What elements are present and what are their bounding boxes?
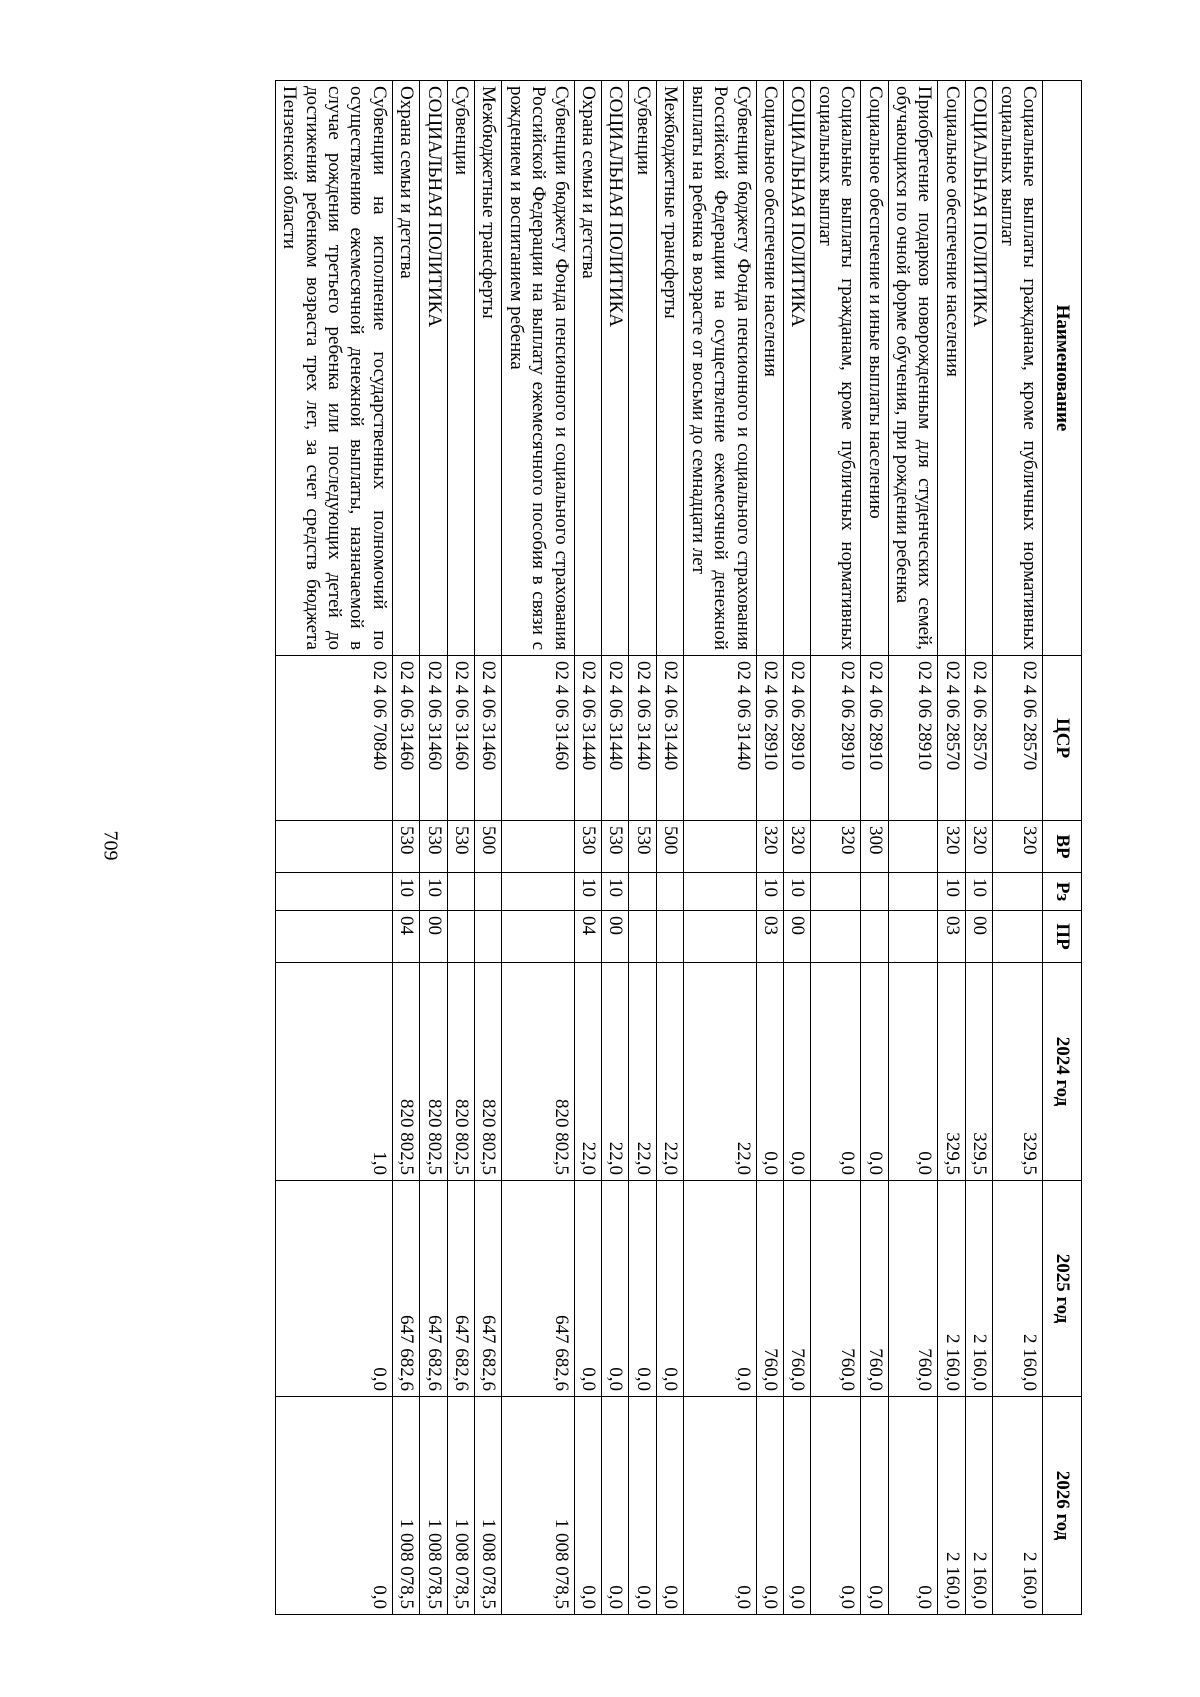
name-cell: Охрана семьи и детства	[392, 81, 419, 656]
rz-cell	[475, 873, 502, 911]
header-2024: 2024 год	[1043, 963, 1082, 1181]
csr-cell: 02 4 06 28910	[861, 656, 888, 821]
csr-cell: 02 4 06 31460	[392, 656, 419, 821]
rz-cell	[656, 873, 683, 911]
csr-cell: 02 4 06 70840	[275, 656, 392, 821]
table-row	[965, 81, 992, 1615]
pr-cell	[861, 911, 888, 963]
vr-cell: 320	[783, 821, 810, 873]
pr-cell: 00	[420, 911, 447, 963]
value-2026-cell: 1 008 078,5	[392, 1397, 419, 1615]
pr-cell	[275, 911, 392, 963]
value-2026-cell: 1 008 078,5	[475, 1397, 502, 1615]
table-row	[993, 81, 1043, 1615]
pr-cell	[656, 911, 683, 963]
value-2026-cell: 0,0	[811, 1397, 861, 1615]
table-row	[684, 81, 756, 1615]
vr-cell: 500	[475, 821, 502, 873]
csr-cell: 02 4 06 31460	[420, 656, 447, 821]
table-row	[811, 81, 861, 1615]
pr-cell	[811, 911, 861, 963]
value-2024-cell: 820 802,5	[502, 963, 574, 1181]
vr-cell: 530	[629, 821, 656, 873]
name-cell: Социальное обеспечение населения	[756, 81, 783, 656]
name-cell: Субвенции	[629, 81, 656, 656]
vr-cell: 530	[392, 821, 419, 873]
csr-cell: 02 4 06 28910	[783, 656, 810, 821]
rotated-table-container	[132, 80, 1082, 1614]
value-2026-cell: 0,0	[861, 1397, 888, 1615]
value-2025-cell: 2 160,0	[938, 1181, 965, 1397]
value-2026-cell: 0,0	[574, 1397, 601, 1615]
value-2025-cell: 760,0	[756, 1181, 783, 1397]
rz-cell: 10	[420, 873, 447, 911]
value-2025-cell: 647 682,6	[447, 1181, 474, 1397]
vr-cell	[684, 821, 756, 873]
name-cell: СОЦИАЛЬНАЯ ПОЛИТИКА	[783, 81, 810, 656]
rz-cell	[811, 873, 861, 911]
value-2026-cell: 0,0	[629, 1397, 656, 1615]
table-row	[938, 81, 965, 1615]
table-row	[275, 81, 392, 1615]
value-2024-cell: 22,0	[602, 963, 629, 1181]
header-name: Наименование	[1043, 81, 1082, 656]
name-cell: СОЦИАЛЬНАЯ ПОЛИТИКА	[602, 81, 629, 656]
name-cell: Межбюджетные трансферты	[475, 81, 502, 656]
table-row	[392, 81, 419, 1615]
name-cell: СОЦИАЛЬНАЯ ПОЛИТИКА	[420, 81, 447, 656]
vr-cell	[502, 821, 574, 873]
value-2026-cell: 2 160,0	[993, 1397, 1043, 1615]
csr-cell: 02 4 06 28570	[938, 656, 965, 821]
value-2026-cell: 2 160,0	[965, 1397, 992, 1615]
name-cell: Охрана семьи и детства	[574, 81, 601, 656]
rz-cell: 10	[938, 873, 965, 911]
value-2026-cell: 0,0	[783, 1397, 810, 1615]
pr-cell: 04	[392, 911, 419, 963]
rz-cell	[861, 873, 888, 911]
rz-cell: 10	[602, 873, 629, 911]
page-number: 709	[99, 830, 122, 861]
value-2024-cell: 820 802,5	[392, 963, 419, 1181]
vr-cell: 530	[574, 821, 601, 873]
csr-cell: 02 4 06 28910	[888, 656, 938, 821]
rotated-table-content	[132, 80, 1082, 1614]
value-2025-cell: 2 160,0	[965, 1181, 992, 1397]
name-cell: Межбюджетные трансферты	[656, 81, 683, 656]
header-csr: ЦСР	[1043, 656, 1082, 821]
pr-cell: 00	[602, 911, 629, 963]
rz-cell: 10	[783, 873, 810, 911]
value-2025-cell: 0,0	[275, 1181, 392, 1397]
value-2026-cell: 1 008 078,5	[502, 1397, 574, 1615]
value-2024-cell: 329,5	[965, 963, 992, 1181]
value-2024-cell: 0,0	[811, 963, 861, 1181]
value-2025-cell: 647 682,6	[420, 1181, 447, 1397]
pr-cell	[993, 911, 1043, 963]
pr-cell: 00	[783, 911, 810, 963]
value-2025-cell: 0,0	[684, 1181, 756, 1397]
header-rz: Рз	[1043, 873, 1082, 911]
table-row	[574, 81, 601, 1615]
csr-cell: 02 4 06 31460	[502, 656, 574, 821]
rz-cell	[888, 873, 938, 911]
pr-cell: 03	[938, 911, 965, 963]
pr-cell	[447, 911, 474, 963]
value-2024-cell: 329,5	[938, 963, 965, 1181]
rz-cell	[275, 873, 392, 911]
vr-cell: 320	[756, 821, 783, 873]
pr-cell	[684, 911, 756, 963]
vr-cell: 320	[938, 821, 965, 873]
value-2025-cell: 2 160,0	[993, 1181, 1043, 1397]
value-2024-cell: 22,0	[574, 963, 601, 1181]
vr-cell: 320	[993, 821, 1043, 873]
rz-cell: 10	[392, 873, 419, 911]
pr-cell	[888, 911, 938, 963]
vr-cell: 530	[602, 821, 629, 873]
value-2024-cell: 329,5	[993, 963, 1043, 1181]
rz-cell	[447, 873, 474, 911]
table-row	[888, 81, 938, 1615]
value-2024-cell: 0,0	[861, 963, 888, 1181]
table-row	[475, 81, 502, 1615]
table-row	[420, 81, 447, 1615]
value-2025-cell: 647 682,6	[475, 1181, 502, 1397]
value-2026-cell: 0,0	[756, 1397, 783, 1615]
table-row	[756, 81, 783, 1615]
vr-cell: 530	[447, 821, 474, 873]
csr-cell: 02 4 06 31460	[447, 656, 474, 821]
value-2026-cell: 1 008 078,5	[447, 1397, 474, 1615]
csr-cell: 02 4 06 31440	[574, 656, 601, 821]
value-2026-cell: 0,0	[602, 1397, 629, 1615]
value-2025-cell: 0,0	[602, 1181, 629, 1397]
vr-cell: 320	[811, 821, 861, 873]
pr-cell: 00	[965, 911, 992, 963]
value-2025-cell: 760,0	[861, 1181, 888, 1397]
table-row	[656, 81, 683, 1615]
value-2026-cell: 0,0	[275, 1397, 392, 1615]
value-2024-cell: 820 802,5	[420, 963, 447, 1181]
name-cell: Социальное обеспечение населения	[938, 81, 965, 656]
value-2025-cell: 760,0	[783, 1181, 810, 1397]
table-body	[275, 81, 1042, 1615]
pr-cell	[475, 911, 502, 963]
value-2026-cell: 0,0	[684, 1397, 756, 1615]
rz-cell	[629, 873, 656, 911]
value-2024-cell: 22,0	[629, 963, 656, 1181]
vr-cell: 500	[656, 821, 683, 873]
value-2024-cell: 1,0	[275, 963, 392, 1181]
value-2026-cell: 0,0	[888, 1397, 938, 1615]
name-cell: Приобретение подарков новорожденным для студенческих семей, обучающихся по очной форме обучения, при рождении ребенка	[888, 81, 938, 656]
pr-cell: 04	[574, 911, 601, 963]
value-2025-cell: 0,0	[574, 1181, 601, 1397]
vr-cell: 300	[861, 821, 888, 873]
header-2025: 2025 год	[1043, 1181, 1082, 1397]
table-row	[502, 81, 574, 1615]
rz-cell: 10	[756, 873, 783, 911]
value-2026-cell: 1 008 078,5	[420, 1397, 447, 1615]
value-2025-cell: 760,0	[811, 1181, 861, 1397]
csr-cell: 02 4 06 31440	[629, 656, 656, 821]
vr-cell: 530	[420, 821, 447, 873]
value-2025-cell: 760,0	[888, 1181, 938, 1397]
value-2026-cell: 0,0	[656, 1397, 683, 1615]
value-2024-cell: 0,0	[888, 963, 938, 1181]
vr-cell: 320	[965, 821, 992, 873]
header-vr: ВР	[1043, 821, 1082, 873]
name-cell: Социальные выплаты гражданам, кроме публичных нормативных социальных выплат	[993, 81, 1043, 656]
value-2025-cell: 647 682,6	[392, 1181, 419, 1397]
name-cell: СОЦИАЛЬНАЯ ПОЛИТИКА	[965, 81, 992, 656]
value-2024-cell: 22,0	[656, 963, 683, 1181]
csr-cell: 02 4 06 31440	[656, 656, 683, 821]
name-cell: Субвенции	[447, 81, 474, 656]
value-2025-cell: 0,0	[656, 1181, 683, 1397]
name-cell: Субвенции бюджету Фонда пенсионного и социального страхования Российской Федерации на выплату ежемесячного пособия в связи с рождением и воспитанием ребенка	[502, 81, 574, 656]
value-2026-cell: 2 160,0	[938, 1397, 965, 1615]
csr-cell: 02 4 06 31460	[475, 656, 502, 821]
pr-cell: 03	[756, 911, 783, 963]
csr-cell: 02 4 06 31440	[684, 656, 756, 821]
value-2024-cell: 22,0	[684, 963, 756, 1181]
rz-cell: 10	[965, 873, 992, 911]
csr-cell: 02 4 06 31440	[602, 656, 629, 821]
budget-table	[275, 80, 1082, 1615]
name-cell: Социальные выплаты гражданам, кроме публичных нормативных социальных выплат	[811, 81, 861, 656]
vr-cell	[888, 821, 938, 873]
csr-cell: 02 4 06 28910	[756, 656, 783, 821]
rz-cell	[993, 873, 1043, 911]
rz-cell: 10	[574, 873, 601, 911]
value-2025-cell: 647 682,6	[502, 1181, 574, 1397]
table-row	[861, 81, 888, 1615]
rz-cell	[502, 873, 574, 911]
name-cell: Субвенции на исполнение государственных полномочий по осуществлению ежемесячной денежной выплаты, назначаемой в случае рождения третьего ребенка или последующих детей до достижения ребенком возраста трех лет, за счет средств бюджета Пензенской области	[275, 81, 392, 656]
csr-cell: 02 4 06 28910	[811, 656, 861, 821]
name-cell: Социальное обеспечение и иные выплаты населению	[861, 81, 888, 656]
csr-cell: 02 4 06 28570	[993, 656, 1043, 821]
table-row	[783, 81, 810, 1615]
value-2025-cell: 0,0	[629, 1181, 656, 1397]
table-row	[629, 81, 656, 1615]
rz-cell	[684, 873, 756, 911]
pr-cell	[502, 911, 574, 963]
pr-cell	[629, 911, 656, 963]
table-row	[602, 81, 629, 1615]
table-header-row	[1043, 81, 1082, 1615]
value-2024-cell: 0,0	[783, 963, 810, 1181]
header-2026: 2026 год	[1043, 1397, 1082, 1615]
value-2024-cell: 820 802,5	[447, 963, 474, 1181]
table-row	[447, 81, 474, 1615]
vr-cell	[275, 821, 392, 873]
csr-cell: 02 4 06 28570	[965, 656, 992, 821]
value-2024-cell: 0,0	[756, 963, 783, 1181]
value-2024-cell: 820 802,5	[475, 963, 502, 1181]
header-pr: ПР	[1043, 911, 1082, 963]
name-cell: Субвенции бюджету Фонда пенсионного и социального страхования Российской Федерации на осуществление ежемесячной денежной выплаты на ребенка в возрасте от восьми до семнадцати лет	[684, 81, 756, 656]
